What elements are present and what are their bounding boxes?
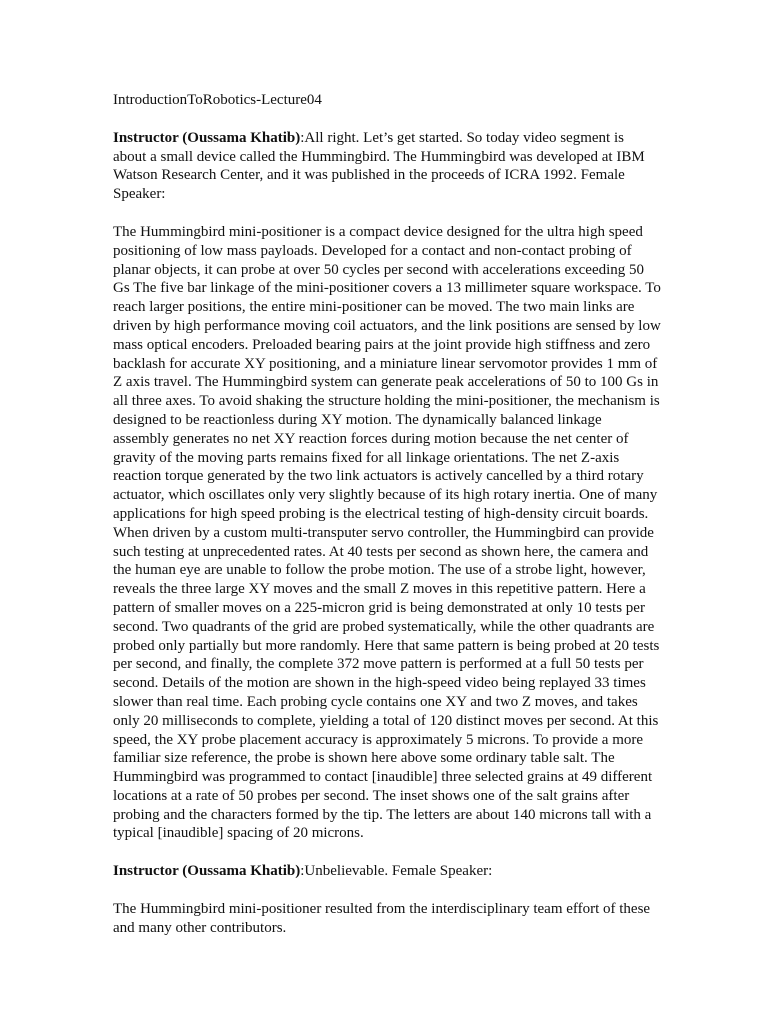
document-page — [113, 91, 661, 957]
paragraph-3 — [113, 862, 661, 881]
paragraph-text: The Hummingbird mini-positioner is a compact device designed for the ultra high speed positioning of low mass payloads. Developed for a contact and non-contact probing of planar objects, it can probe at over 50 cycles per second with accelerations exceeding 50 Gs The five bar linkage of the mini-positioner covers a 13 millimeter square workspace. To reach larger positions, the entire mini-positioner can be moved. The two main links are driven by high performance moving coil actuators, and the link positions are sensed by low mass optical encoders. Preloaded bearing pairs at the joint provide high stiffness and zero backlash for accurate XY positioning, and a miniature linear servomotor provides 1 mm of Z axis travel. The Hummingbird system can generate peak accelerations of 50 to 100 Gs in all three axes. To avoid shaking the structure holding the mini-positioner, the mechanism is designed to be reactionless during XY motion. The dynamically balanced linkage assembly generates no net XY reaction forces during motion because the net center of gravity of the moving parts remains fixed for all linkage orientations. The net Z-axis reaction torque generated by the two link actuators is actively cancelled by a third rotary actuator, which oscillates only very slightly because of its high rotary inertia. One of many applications for high speed probing is the electrical testing of high-density circuit boards. When driven by a custom multi-transputer servo controller, the Hummingbird can provide such testing at unprecedented rates. At 40 tests per second as shown here, the camera and the human eye are unable to follow the probe motion. The use of a strobe light, however, reveals the three large XY moves and the small Z moves in this repetitive pattern. Here a pattern of smaller moves on a 225-micron grid is being demonstrated at only 10 tests per second. Two quadrants of the grid are probed systematically, while the other quadrants are probed only partially but more randomly. Here that same pattern is being probed at 20 tests per second, and finally, the complete 372 move pattern is performed at a full 50 tests per second. Details of the motion are shown in the high-speed video being replayed 33 times slower than real time. Each probing cycle contains one XY and two Z moves, and takes only 20 milliseconds to complete, yielding a total of 120 distinct moves per second. At this speed, the XY probe placement accuracy is approximately 5 microns. To provide a more familiar size reference, the probe is shown here above some ordinary table salt. The Hummingbird was programmed to contact [inaudible] three selected grains at 49 different locations at a rate of 50 probes per second. The inset shows one of the salt grains after probing and the characters formed by the tip. The letters are about 140 microns tall with a typical [inaudible] spacing of 20 microns. — [113, 223, 661, 842]
paragraph-1 — [113, 129, 661, 204]
paragraph-text: :Unbelievable. Female Speaker: — [300, 863, 493, 880]
paragraph-4 — [113, 900, 661, 938]
paragraph-text: :All right. Let’s get started. So today video segment is about a small device called the Hummingbird. The Hummingbird was developed at IBM Watson Research Center, and it was published in the proceeds of ICRA 1992. Female Speaker: — [113, 129, 645, 203]
speaker-label: Instructor (Oussama Khatib) — [113, 863, 301, 880]
paragraph-2 — [113, 223, 661, 843]
speaker-label: Instructor (Oussama Khatib) — [113, 129, 301, 146]
document-title: IntroductionToRobotics-Lecture04 — [113, 92, 322, 108]
paragraph-text: The Hummingbird mini-positioner resulted from the interdisciplinary team effort of these and many other contributors. — [113, 901, 651, 936]
